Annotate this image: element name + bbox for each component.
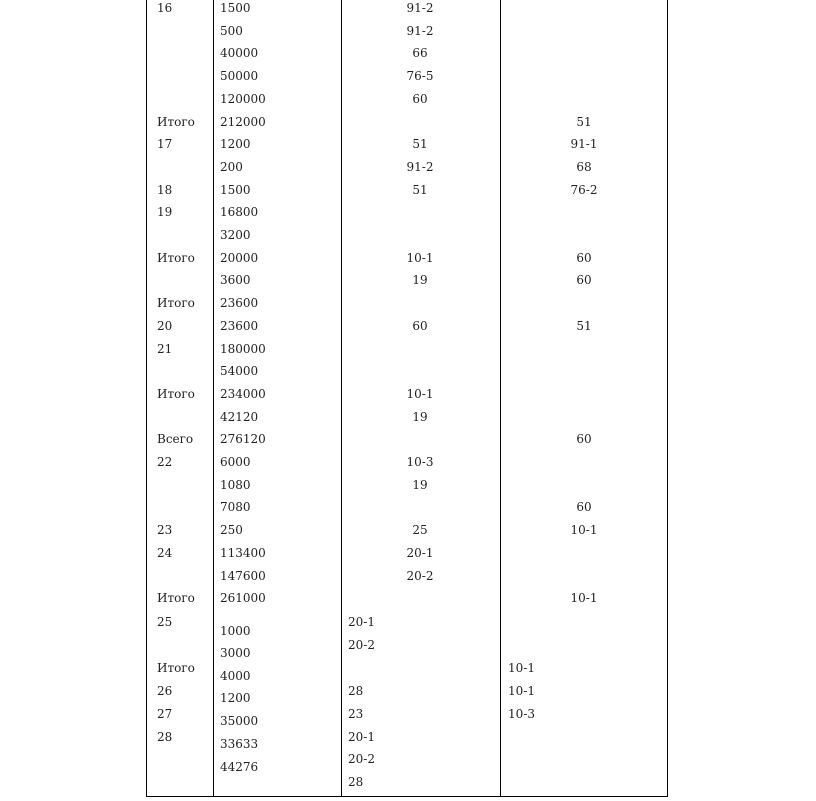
amount: 1000: [220, 624, 251, 638]
column-divider-3: [500, 0, 501, 797]
debit-account: 66: [412, 46, 428, 60]
row-label: 21: [157, 342, 173, 356]
row-label: 24: [157, 546, 173, 560]
amount: 147600: [220, 569, 266, 583]
debit-account: 91-2: [406, 1, 434, 15]
amount: 500: [220, 24, 243, 38]
credit-account: 60: [576, 500, 592, 514]
row-label: Итого: [157, 661, 195, 675]
row-label: 19: [157, 205, 173, 219]
debit-account: 28: [348, 775, 364, 789]
amount: 35000: [220, 714, 259, 728]
amount: 3600: [220, 273, 251, 287]
debit-account: 20-1: [348, 730, 375, 744]
debit-account: 28: [348, 684, 364, 698]
credit-account: 51: [576, 115, 592, 129]
credit-account: 60: [576, 432, 592, 446]
credit-account: 68: [576, 160, 592, 174]
amount: 250: [220, 523, 243, 537]
column-divider-1: [213, 0, 214, 797]
credit-account: 51: [576, 319, 592, 333]
debit-account: 19: [412, 410, 428, 424]
debit-account: 25: [412, 523, 428, 537]
amount: 23600: [220, 319, 259, 333]
credit-account: 76-2: [570, 183, 598, 197]
debit-account: 19: [412, 273, 428, 287]
table-border-right: [667, 0, 668, 797]
amount: 7080: [220, 500, 251, 514]
debit-account: 20-1: [348, 615, 375, 629]
debit-account: 20-2: [348, 752, 375, 766]
amount: 1200: [220, 691, 251, 705]
row-label: Итого: [157, 296, 195, 310]
row-label: Итого: [157, 115, 195, 129]
row-label: 16: [157, 1, 173, 15]
row-label: Итого: [157, 591, 195, 605]
credit-account: 10-1: [508, 661, 535, 675]
row-label: Итого: [157, 251, 195, 265]
credit-account: 10-1: [508, 684, 535, 698]
debit-account: 10-1: [406, 251, 434, 265]
credit-account: 91-1: [570, 137, 598, 151]
debit-account: 10-1: [406, 387, 434, 401]
column-divider-2: [341, 0, 342, 797]
debit-account: 91-2: [406, 24, 434, 38]
amount: 54000: [220, 364, 259, 378]
debit-account: 20-2: [406, 569, 434, 583]
row-label: 20: [157, 319, 173, 333]
row-label: 26: [157, 684, 173, 698]
amount: 1080: [220, 478, 251, 492]
amount: 1500: [220, 183, 251, 197]
credit-account: 10-1: [570, 523, 598, 537]
amount: 276120: [220, 432, 266, 446]
debit-account: 76-5: [406, 69, 434, 83]
amount: 261000: [220, 591, 266, 605]
amount: 23600: [220, 296, 259, 310]
amount: 20000: [220, 251, 259, 265]
amount: 6000: [220, 455, 251, 469]
amount: 33633: [220, 737, 259, 751]
amount: 4000: [220, 669, 251, 683]
row-label: 23: [157, 523, 173, 537]
row-label: 25: [157, 615, 173, 629]
debit-account: 20-2: [348, 638, 375, 652]
debit-account: 19: [412, 478, 428, 492]
amount: 3200: [220, 228, 251, 242]
row-label: 27: [157, 707, 173, 721]
table-border-left: [146, 0, 147, 797]
amount: 1200: [220, 137, 251, 151]
amount: 120000: [220, 92, 266, 106]
row-label: Итого: [157, 387, 195, 401]
credit-account: 60: [576, 251, 592, 265]
row-label: 17: [157, 137, 173, 151]
credit-account: 10-1: [570, 591, 598, 605]
amount: 42120: [220, 410, 259, 424]
amount: 16800: [220, 205, 259, 219]
row-label: 22: [157, 455, 173, 469]
credit-account: 10-3: [508, 707, 535, 721]
amount: 40000: [220, 46, 259, 60]
amount: 234000: [220, 387, 266, 401]
amount: 1500: [220, 1, 251, 15]
row-label: Всего: [157, 432, 194, 446]
amount: 212000: [220, 115, 266, 129]
debit-account: 60: [412, 319, 428, 333]
debit-account: 91-2: [406, 160, 434, 174]
amount: 113400: [220, 546, 266, 560]
amount: 180000: [220, 342, 266, 356]
row-label: 18: [157, 183, 173, 197]
amount: 3000: [220, 646, 251, 660]
debit-account: 60: [412, 92, 428, 106]
debit-account: 10-3: [406, 455, 434, 469]
row-label: 28: [157, 730, 173, 744]
amount: 200: [220, 160, 243, 174]
debit-account: 51: [412, 183, 428, 197]
table-border-bottom: [146, 796, 668, 797]
amount: 44276: [220, 760, 259, 774]
credit-account: 60: [576, 273, 592, 287]
debit-account: 51: [412, 137, 428, 151]
debit-account: 20-1: [406, 546, 434, 560]
amount: 50000: [220, 69, 259, 83]
debit-account: 23: [348, 707, 364, 721]
